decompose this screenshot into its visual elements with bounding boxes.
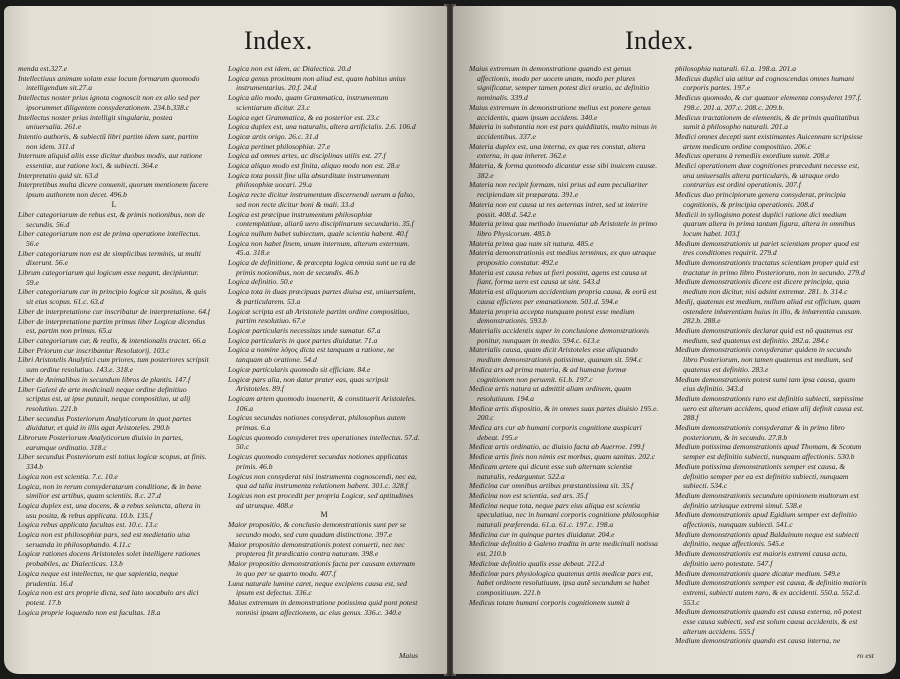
- index-entry: Medicus duplici uia utitur ad cognoscendas omnes humani corporis partes. 197.e: [675, 73, 855, 93]
- index-entry: Medium demonstrationis est maioris extremi causa actu, definitio uero potestate. 547.f: [675, 549, 848, 568]
- index-entry: philosophia naturali. 61.a. 198.a. 201.a: [675, 64, 797, 73]
- index-entry: Liber categoriarum cur, & realis, & intentionalis tractet. 66.a: [18, 335, 206, 345]
- index-entry: Materia demonstrationis est medius terminus, ex quo utraque propositio constatur. 492.e: [469, 248, 656, 268]
- index-entry: Materia non est causa ut res aeternas intret, sed ut interire possit. 408.d. 542.e: [469, 199, 648, 219]
- index-entry: Logica duplex est, una docens, & a rebus seiuncta, altera in usu posita, & rebus applicata. 10.b. 135.f: [18, 500, 201, 520]
- index-entry: Logica duplex est, una naturalis, altera artificialis. 2.6. 106.d: [228, 122, 416, 132]
- index-entry: Logicus secundas notiones consyderat, philosophus autem primas. 6.a: [228, 413, 406, 433]
- index-entry: Interpretatio quid sit. 63.d: [18, 170, 99, 180]
- index-entry: Logica aliquo modo est finita, aliquo modo non est. 28.e: [228, 161, 400, 171]
- index-entry: Materia in substantia non est pars quidditatis, multo minus in accidentibus. 337.e: [469, 122, 657, 141]
- index-entry: Medicus quomodo, & cur quatuor elementa consyderet 197.f. 198.c. 201.a. 207.c. 208.c. 209.b.: [675, 93, 862, 112]
- index-entry: Logica eget Grammatica, & ea posterior est. 23.c: [228, 112, 380, 122]
- index-entry: Logica tota in duas præcipuas partes diuisa est, uniuersalem, & particularem. 53.a: [228, 287, 416, 306]
- index-entry: menda est.327.e: [18, 64, 68, 73]
- index-entry: Medium demonstrationis semper est causa, & definitio maioris extremi, subiecti autem raro, & ex accidenti. 550.a. 552.d. 553.c: [675, 578, 867, 607]
- index-entry: Logica ad omnes artes, ac disciplinas utilis est. 27.f: [228, 151, 386, 161]
- left-page-header: Index.: [244, 26, 313, 55]
- index-entry: Medium demonstrationis quando est causa externa, nō potest esse causa subiecti, sed est solum causa accidentis, & est alterum accidens. 555.f: [675, 607, 862, 636]
- index-entry: Medium potissima demonstrationis apud Thomam, & Scotum semper est definitio subiecti, nunquam affectionis. 530.b: [675, 442, 862, 462]
- index-entry: Logicæ particularis necessitas unde sumatur. 67.a: [228, 325, 381, 335]
- index-entry: Medicus tractationem de elementis, & de primis qualitatibus sumit à philosopho naturali. 201.a: [675, 112, 860, 132]
- index-entry: Medicus operans à remediis exordium sumit. 208.e: [675, 151, 830, 161]
- index-entry: Medium demonstrationis quare dicatur medium. 549.e: [675, 568, 841, 578]
- right-page-catchword: ro est: [857, 651, 874, 660]
- index-entry: Liber Galeni de arte medicinali neque ordine definitiuo scriptus est, ut ipse putauit, neque compositiuo, ut alij resolutiuo. 221.b: [18, 384, 191, 413]
- index-entry: Maior propositio demonstrationis facta per causam externam in quo per se quarto modo. 407.f: [228, 559, 416, 578]
- right-page-column-1: [469, 64, 661, 664]
- index-entry: Materialis accidentis super in conclusione demonstrationis ponitur, nunquam in medio. 594.c. 613.e: [469, 325, 649, 345]
- index-entry: Medica ars ad prima materia, & ad humanæ formæ cognitionem non peruenit. 61.b. 197.c: [469, 364, 627, 384]
- index-entry: Logica proprie loquendo non est facultas. 18.a: [18, 607, 161, 617]
- index-entry: Logica genus proximum non aliud est, quam habitus unius instrumentarius. 20.f. 24.d: [228, 73, 406, 93]
- index-entry: Liber secundus Posteriorum esti totius logicæ scopus, at finis. 334.b: [18, 452, 207, 472]
- index-entry: Logicæ particularis quomodo sit efficiam. 84.e: [228, 364, 371, 374]
- index-entry: Librorum Posteriorum Analyticorum diuisio in partes, earumque ordinatio. 318.c: [18, 433, 183, 452]
- index-entry: Medicæ artis natura ut admittit aliam ordinem, quam resolutiuum. 194.a: [469, 384, 632, 403]
- index-entry: Logica non est scientia. 7.c. 10.e: [18, 471, 118, 481]
- index-entry: Logicæ pars alia, non datur prater eas, quas scripsit Aristoteles. 89.f: [228, 374, 389, 394]
- index-entry: Medicinæ pars physiologica quatenus artis medicæ pars est, habet ordinem resolutiuum, ipsa autē secundum se habet compositiuum. 221.b: [469, 568, 653, 597]
- index-entry: Logica recte dicitur instrumentum discernendi uerum a falso, sed non recte dicitur boni & mali. 33.d: [228, 190, 415, 209]
- index-entry: Logicam artem quomodo inuenerit, & constituerit Aristoteles. 106.a: [228, 393, 417, 413]
- index-entry: Logica particularis in quot partes diuidatur. 71.a: [228, 335, 378, 345]
- index-entry: Medium demonstrationis quando est causa interna, ne: [675, 636, 841, 646]
- index-entry: Logica tota possit fine ulla absurditate instrumentum philosophiæ uocari. 29.a: [228, 170, 390, 190]
- index-entry: Medium demonstrationis dicere est dicere principia, quia medium non dicitur, nisi adsint extremæ. 281. b. 314.c: [675, 277, 850, 297]
- left-page-column-1: [18, 64, 210, 664]
- index-entry: Logica nullum habet subiectum, quale scientia habent. 40.f: [228, 228, 408, 238]
- index-entry: Intentio authoris, & subiectū libri partim idem sunt, partim non idem. 311.d: [18, 131, 199, 151]
- index-entry: Liber categoriarum de rebus est, & primis notionibus, non de secundis. 56.d: [18, 209, 205, 229]
- index-entry: Luna naturale lumine caret, neque excipiens causa est, sed ipsum est defectus. 336.c: [228, 578, 407, 598]
- left-page-column-2: [228, 64, 420, 664]
- index-entry: Liber categoriarum non est de simplicibus terminis, ut multi dixerunt. 56.e: [18, 248, 201, 268]
- index-entry: Medicæ artis finis non nimis est morbus, quam sanitas. 202.c: [469, 452, 656, 462]
- index-entry: Medium demonstrationis raro est definitio subiecti, sæpissime uero est alterum accidens, quod etiam alij definit causa est. 288.f: [675, 393, 864, 423]
- index-entry: Interpretibus multa dicere conuenit, quorum mentionem facere ipsum authorem non decet. 496.b: [18, 180, 209, 200]
- index-entry: Medica ars cur ab humani corporis cognitione auspicari debeat. 195.e: [469, 423, 642, 442]
- index-entry: Medicæ artis dispositio, & in omnes suas partes diuisio 195.e. 200.c: [469, 403, 659, 423]
- index-entry: Logicus non est procedit per propria Logicæ, sed aptitudines ad utrunque. 408.e: [228, 490, 414, 510]
- index-entry: Medicinæ definitio à Galeno tradita in arte medicinali notissa est. 210.b: [469, 539, 658, 559]
- index-entry: Logica non est idem, ac Dialectica. 20.d: [228, 64, 351, 73]
- index-entry: Medicus duo principiorum genera consyderat, principia cognitionis, & principia operationis. 208.d: [675, 190, 846, 209]
- index-entry: Materia est aliquorum accidentium propria causa, & eorū est causa efficiens per emanationem. 501.d. 594.e: [469, 287, 657, 306]
- index-entry: Internum aliquid aliis esse dicitur duobus modis, aut ratione essentiæ, aut ratione loci, & subiecti. 364.e: [18, 151, 203, 171]
- index-entry: Medium demonstrationis tractatus scientiam proper quid est tractatur in primo libro Posteriorum, non in secundo. 279.d: [675, 258, 865, 277]
- index-entry: Medium demonstrationis consyderatur & in primo libro posteriorum, & in secundo. 27.8.b: [675, 423, 845, 442]
- index-entry: Medicus totam humani corporis cognitionem sumit à: [469, 597, 630, 607]
- left-page: [4, 6, 447, 674]
- index-entry: Logica neque est intellectus, ne que sapientia, neque prudentia. 16.d: [18, 568, 179, 588]
- index-entry: Maius extremum in demonstratione quando est genus affectionis, modo per uocem unam, modo per plures significatur, semper tamen potest dici oratio, ac definitio nominalis. 339.d: [469, 64, 650, 103]
- index-entry: Liber categoriarum cur in principio logicæ sit positus, & quis sit eius scopus. 61.c. 63.d: [18, 287, 207, 307]
- index-entry: Medicii in syllogismo potest duplici ratione dici medium quarum altera in prima tantum figura, altera in omnibus locum habet. 103.f: [675, 209, 856, 238]
- index-entry: Medicina neque tota, neque pars eius aliqua est scientia speculatiua, nec in humani corporis cognitione philosophiæ naturali præferenda. 61.a. 61.c. 197.c. 198.a: [469, 500, 660, 530]
- index-entry: Logica est præcipue instrumentum philosophiæ contemplatiuæ, aliarū uero disciplinarum secundario. 35.f: [228, 209, 414, 229]
- index-entry: Logica a nomine λόγος dicta est tanquam a ratione, ne tanquam ab oratione. 54.d: [228, 345, 395, 365]
- index-entry: Logica non habet finem, unum internum, alterum externum. 45.a. 318.e: [228, 238, 410, 258]
- index-entry: Logica, non in rerum consyderatarum conditione, & in bene similior est artibus, quam scientiis. 8.c. 27.d: [18, 481, 202, 501]
- index-entry: Liber Priorum cur inscribantur Resolutorij. 103.c: [18, 345, 170, 355]
- index-entry: Libri Aristotelis Analytici cum priores, tum posteriores scripsit sum ordine resolutiuo. 143.e. 318.e: [18, 355, 209, 375]
- index-entry: Medium demonstrationis apud Egidium semper est definitio affectionis, nunquam subiecti. 541.c: [675, 510, 857, 530]
- index-entry: Librum categoriarum qui logicum esse negant, decipiuntur. 59.e: [18, 268, 199, 287]
- index-entry: Liber de Animalibus in secundum libros de plantis. 147.f: [18, 374, 191, 384]
- index-entry: Medicina cur omnibus artibus præstantissima sit. 35.f: [469, 481, 634, 491]
- index-entry: Medici operationem duæ cognitiones præcedunt necesse est, una uniuersalis altera particularis, & utraque ordo contrarius est ordini operationis. 207.f: [675, 161, 860, 190]
- index-entry: Medij, quatenus est medium, nullum aliud est officium, quam ostendere inhærentiam huius in illo, & inhærentia causam. 282.b. 288.e: [675, 296, 862, 326]
- index-entry: Intellectiuus animam solam esse locum formarum quomodo intelligendum sit.27.a: [18, 73, 200, 93]
- index-entry: Maior propositio demonstrationis potest conuerti, nec nec propterea fit prædicatio contra naturam. 398.e: [228, 539, 405, 559]
- index-entry: Logicæ artis origo. 26.c. 31.d: [228, 131, 319, 141]
- index-entry: Liber de interpretatione cur inscribatur de interpretatione. 64.f: [18, 306, 210, 316]
- index-entry: Medium demonstrationis consyderatur quidem in secundo libro Posteriorum, non tamen quatenus est medium, sed quatenus est definitio. 283.e: [675, 345, 853, 374]
- index-entry: Logica non est philosophiæ pars, sed est medietatio uisa seruanda in philosophando. 4.11.c: [18, 530, 190, 549]
- index-entry: Logicus non consyderat nisi instrumenta cognoscendi, nec ea, qua ad talia instrumenta relationem habent. 301.c. 328.f: [228, 471, 417, 491]
- index-entry: Logica alio modo, quam Grammatica, instrumentum scientiarum dicitur. 23.c: [228, 93, 389, 112]
- index-entry: Logicus quomodo consyderet tres operationes intellectus. 57.d. 50.c: [228, 432, 420, 452]
- index-entry: Materia duplex est, una interna, ex qua res constat, altera externa, in qua inheret. 362.e: [469, 141, 646, 161]
- index-entry: Logica definitio. 50.e: [228, 277, 293, 287]
- index-section-letter: M: [320, 510, 328, 520]
- index-entry: Materialis causa, quam dicit Aristoteles esse aliquando medium demonstrationis potissimæ, quanam sit. 594.c: [469, 345, 642, 365]
- index-entry: Logicæ scripta est ab Aristotele partim ordine compositiuo, partim resolutiuo. 67.e: [228, 306, 409, 326]
- index-entry: Medici omnes decepti sunt existimantes Auicennam scripsisse artem medicam ordine compositiuo. 206.c: [675, 131, 863, 151]
- index-entry: Intellectus noster prius intelligit singularia, postea uniuersalia. 261.e: [18, 112, 173, 132]
- index-entry: Liber de interpretatione partim primus liber Logicæ dicendus est, partim non primus. 65.a: [18, 316, 206, 336]
- index-entry: Materia, & forma quomodo dicantur esse sibi inuicem causæ. 382.e: [469, 161, 658, 180]
- index-entry: Logicæ rationes docens Aristoteles solet intelligere rationes probabiles, ac Dialecticas. 13.b: [18, 549, 201, 569]
- right-page-column-2: [675, 64, 867, 664]
- index-entry: Intellectus noster prius ignota cognoscit non ex alio sed per ipsorummet diligentem consyderationem. 234.b.338.c: [18, 93, 201, 112]
- index-entry: Medium demonstrationis ut pariet scientiam proper quod est tres conditiones requirit. 279.d: [675, 238, 860, 258]
- index-entry: Logica rebus applicata facultas est. 10.c. 13.c: [18, 520, 158, 530]
- index-entry: Liber categoriarum non est de prima operatione intellectus. 56.e: [18, 229, 201, 248]
- index-entry: Materia prima qua nam sit natura. 485.e: [469, 238, 594, 248]
- index-entry: Materia est causa rebus ut fieri possint, agens est causa ut fiant, forma uero est causa ut sint. 543.d: [469, 267, 647, 287]
- index-entry: Medium demonstrationis potest sumi tam ipsa causa, quam eius definitio. 343.d: [675, 374, 856, 394]
- index-entry: Medium demonstrationis apud Balduinum neque est subiecti definitio, neque affectionis. 545.e: [675, 529, 859, 549]
- index-entry: Logica pertinet philosophiæ. 27.e: [228, 141, 331, 151]
- index-entry: Logicus quomodo consyderet secundas notiones applicatas primis. 46.b: [228, 452, 408, 471]
- index-entry: Medium demonstrationis declarat quid est nō quatenus est medium, sed quatenus est definitio. 282.a. 284.c: [675, 325, 853, 345]
- index-entry: Maius extremum in demonstratione potissima quid pont potest nonnisi ipsam affectionem, ac eius genus. 336.c. 340.e: [228, 597, 418, 617]
- index-entry: Maior propositio, & conclusio demonstrationis sunt per se secundo modo, sed cum quadam distinctione. 397.e: [228, 520, 407, 540]
- index-entry: Materia non recipit formam, nisi prius ad eam peculiariter recipiendam sit præparata. 391.e: [469, 180, 648, 200]
- index-entry: Liber secundus Posteriorum Analyticorum in quot partes diuidatur, et quid in illis agat Aristoteles. 290.b: [18, 413, 192, 433]
- index-entry: Medicæ artis ordinatio, ac diuisio facta ab Auerroe. 199.f: [469, 442, 645, 452]
- right-page-header: Index.: [625, 26, 694, 55]
- index-entry: Medium demonstrationis secundum opinionem multorum est definitio utriusque extremi simul. 538.e: [675, 490, 859, 510]
- index-entry: Materia prima qua methodo inueniatur ab Aristotele in primo libro Physicorum. 485.b: [469, 219, 658, 238]
- index-entry: Medicina cur in quinque partes diuidatur. 204.e: [469, 529, 615, 539]
- index-entry: Medicinæ definitio qualis esse debeat. 212.d: [469, 558, 605, 568]
- index-entry: Logica non est ars proprie dicta, sed lato uocabulo ars dici potest. 17.b: [18, 588, 199, 607]
- index-entry: Medium potissima demonstrationis semper est causa, & definitio semper per ea est definitio subiecti, nunquam subiecti. 534.c: [675, 461, 849, 491]
- index-entry: Materia propria accepta nunquam potest esse medium demonstrationis. 593.b: [469, 306, 635, 326]
- right-page: [453, 6, 896, 674]
- index-entry: Medicina non est scientia, sed ars. 35.f: [469, 490, 588, 500]
- index-entry: Maius extremum in demonstratione melius est ponere genus accidentis, quam ipsum accidens. 340.e: [469, 102, 651, 122]
- index-section-letter: L: [111, 199, 117, 209]
- left-page-catchword: Maius: [399, 651, 418, 660]
- index-entry: Logica de definitione, & præcepta logica omnia sunt ue ra de primis notionibus, non de secundis. 46.b: [228, 258, 416, 277]
- index-entry: Medicam artem qui dicunt esse sub alternam scientiæ naturalis, redarguntur. 522.a: [469, 461, 633, 481]
